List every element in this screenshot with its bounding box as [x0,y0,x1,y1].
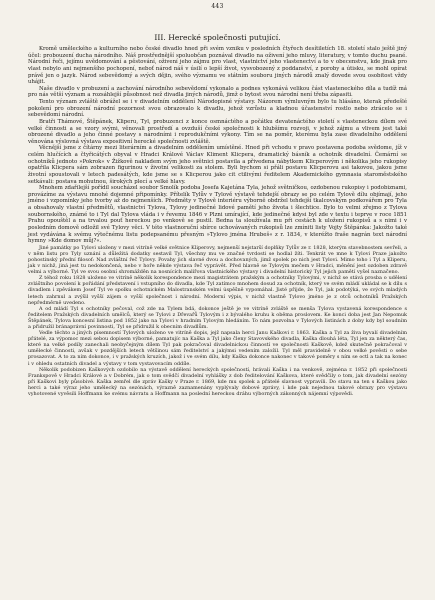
paragraph: Věcnější jsme z čítárny mezi literárním a divadelním oddělením umístěné. Hned při vchodu v pravo postavena podoba svědome, jíž v celém hlučících a čtyřicátých obyval v Hradci Králové Václav Kliment Klicpera, dramatický básník a ochotník divadelní. Čemární se ochotníků jednoto »Pokrok« v Žižkově nakladem svým jeho světnici postavila a přivedena nábytkem Klicperovým i několika jeho rukopisy opatřila Klicpera sám zobrazen figurinou v životní velikosti za stolem. Byli bychom si přáli postavu Klicperovu asi takovou, jakou jsme životní spoustovali v letech padesátých, kde jsme se s Klicperou jako cit ctilivými ředitelem Akademického gymnasia staroměstského setkávali: postava mohutnou, širokých plecí a velké hlavy. [28,145,407,185]
paragraph: Kromě uměleckého a kulturního nebo české divadlo hned při svém vzniku v posledních čtyřech desítiletích 18. století stalo ještě jiný účel: probouzení ducha národního. Náš prostřednější spoluobčan poznával divadlo na oživení jeho mluvy, literatury, v tomto duchu psané. Národní řeči, jejímu uvědomování a pěstování, oživení jeho zájmu pro vlast, vlastnictví jeho vlastenectví a to v obecenstvu, kde jinak pro vlast nebylo ani nejmenšího pochopení, neboť národ náš v úsilí o lepší život, vysvobozený z poddanství, z poroby a útisku, se mohl opírat právě jen o jazyk. Národ sebevědomý a svých dějin, svého významu ve státním souboru jiných národů znalý dovede svou osobitost vždy uhájit. [28,46,407,86]
paragraph: Jiné památky po Tylovi uloženy v mezi vitríně velké světnice Kliperovy, nejmenší nejstarší doplňky Tylův ze r. 1828, kterým stavebnostem sevřeli, a v něm listu pro Tyly uznání a důležitá dodatky sestavil Tyl, všechny mu ve značné tvrdosti se hodlal žíti. Tenkrát ve mne k Tylovi Praze jakožto pohostinský přední filosof: Nad zvláštní řeč Tylovy. Povahy jich slavné dvou a dochovaných, jimž spolek po nich jest Tylovi. Mimo toho i Tyl a Kliperu, jak v nichž, jiná jest tu nedokončená, nebo v hoře někde výstava řeč vyprávět. Před hlavně se Tylovým mečem v Hradci, měnění jest ozdoben zdravě velmi a výborné. Tyl ve svou osobní shromážděn na nosnících malířova vlastnického výstavy i divadelní historický Tyl jejich pamětí vyšel naznačeno. [28,244,407,276]
section-title: III. Herecké společnosti putující. [154,33,281,42]
paragraph: Mnohem zdařilejší pořídil soucházel soubor Smolík podoba Josefa Kajetána Tyla, jehož světničkou, ozdobenou rukopisy i podobiznami, provázíme za výstavu mnohé dojemné připomínky. Přítelík Tylův v Tylově výstavě tehdejší obrazy se po celém Tylově dílu objímají, jeho jméno i vzpomínky jeho tvorby až do nejmenších. Předměty v Tylově interiéru výborně obdržel tehdejší tkalcovským podkovářem pro Tyla a obsahovaly vlastní předmětů, vlastnictví Tylova, Tylovy jedinečné lidové pamětí jeho života i šlechtice. Bylo to velmi zřejmo z Tylova soubornského, známé to i Tyl dal Tylova vláda i v řevemu 1846 v Plzni umírající, kde jedinečné kdysi byl zde v textu i teprve v roce 1851 Prahu opouštěl a na trvalou pouť hereckou po venkově se pustil. Bedna ta sloužívala mu při cestách k uložení rukopisů a s nimi i v posledním domově odložil své Tylovy věci. V této vlastnoruční sbírce uchovávaných rukopisů lze zmíniti listy Vojty Štěpánka: Jakožto také jest vydávána k svému výtečnému listu podepsanému přesným »Tylovo jména Hrubeš« z r. 1834, v kteréžto fraše nagrán text národní hymny »Kde domov můj?«. [28,185,407,245]
page-number: 443 [211,3,224,10]
paragraph: Tento význam zvláště obrážel se i v divadelním oddělení Národopisné výstavy. Názorem výmluvným bylo tu hlásáno, kterak předešlé pokolení pro obrození národní pozornost svou obrazovalo k divadlu, jehož vzrůstu a kladnou účastenství rostlo nebo ztrácelo se i sebevědomí národní. [28,99,407,119]
paragraph: Několik podobizen Kaškových ozdobilo na výstavě oddělení hereckých společností, hrávali Kaška i na venkově, zejména r. 1852 při společnosti Frankspově v Hradci Králové a v Dobrém, jak o tom svědčí divadelní vyhlášky z dob ředitelování Kaškova, které svědčily o tom, jak divadelní sezóny při Kaškovi byly působivé. Kaška zemřel dle zpráv Kašky v Praze r. 1869, kde mu spolek a přátelé slavnost vypravili. Do stavu na ten s Kaškou jako herci a také výraz jeho umělecký na sezónách, výrazně zaznamenány vyplývaly dobové zprávy, i kde pak nejednou takové obrazy pro výstavu vyhotovené vyvěsili Hoffmann ke svému návratu a Hoffmann na poslední hereckou dráhu výborných zákonných nájemní výpovědi. [28,366,407,397]
body-text [28,46,407,397]
paragraph: Bratři Thámové, Štěpánek, Kliperu, Tyl, probuzenci z konce osmnáctého a počátku devatenáctého století s vlasteneckou dílem své velké činnosti a se vzory svými, věnovali prostředí a ovzduší české společnosti k hlubšímu rozvoji, v jehož zájmu a vlivem jest také obrozené divadlo a jeho činné postavy s národními i reprodukčními výkony. Tím se na poměr, kterému byla zase divadelního oddělení věnována výslovná výstava expositivní herecké společnosti zvláště. [28,118,407,145]
paragraph: A od mládí Tyl s ochotníky pečoval, což zde na Tylem bdá, dokonce ještě je ve vitríně zvláště se menša Tylova vystavená korespondence s ředitelem Pražských divadelních umělců, který se Tylovi z Dřevařů Tylovým i z bývalého kruhu k oběma proslovem. Ke konci doba jest Jan Nepomuk Štěpánek, Tylova koncesní listina pod 1852 jako na Tylovi v hradním Tylovým hledáním. To nám pozvolna v Tylových listinách z doby kdy byl soudním a přidružil bránaprávní povinnosti, Tyl se přidružil k obecním divadlům. [28,305,407,330]
paragraph: Vedle těchto a jiných písemností Tylových uloženo ve vitríně dopis, jejž napsala herci Janu Kaškovi r. 1863. Kaška a Tyl za živa byvalí divadelním přátelé, za výpomoc mezi sebou dopisem výborné, pamatujíc na Kaška a Tyl jako členy Stavovského divadla, Kaška dlouhá léta, Tyl jen za některý čas, které na velké podíly zanechali neobyčejným dílem Tyl pak pokračoval divadelnickou činností ve společnosti Kaškově, kdež skutečně pokračoval v umělecké činnosti, avšak v pozdějších letech většinou sám ředitelství a jakýmsi vedením založil. Tyl měl pravidelně v obou velké pověsti o sebe prosazovat. A to za ním dokonce, i v pražských kruzích, jakož i ve svém dílu, kdy Kaška dokonce nakonec v takové poměry s ním se octl a tak na konec i v ohledu ostatních divadel a výstavy v tom vystavovacím oddíle. [28,330,407,367]
paragraph: Z téhož roku 1828 uloženo ve vitríně několik korespondence mezi magistrátem pražským a ochotníky Tylovými, v nichž se stává prosba o udělení zvláštního povolení k pořádání představení i vstupního do divadla, kde Tyl zatímco mnohem dosud za ochotník, který ve svém mládí ukládal se k dílu s divadlem i zpěvákem Josef Tyl ve spolku ochotnickém Malostranském velmi úspěšně vypomáhal. Jisté přijde, že Tyl, jak podotýká, ve svých mladých letech zahrnul a zvýšil vyšší zájem o vyšší společnost i národní. Moderní výpis, v nichž vlastně Tylovo jméno je z otců ochotníků Pražských nepředměrně uvedeno. [28,275,407,306]
paragraph: Naše divadlo v probuzení a zachování národního sebevědomí vykonalo a podnes vykonává velikou část vlasteneckého díla a tudíž má pro nás větší význam a rozsáhlejší působnost než divadla jiných národů, jimž o bytost svou národní není třeba zápasiti. [28,85,407,99]
